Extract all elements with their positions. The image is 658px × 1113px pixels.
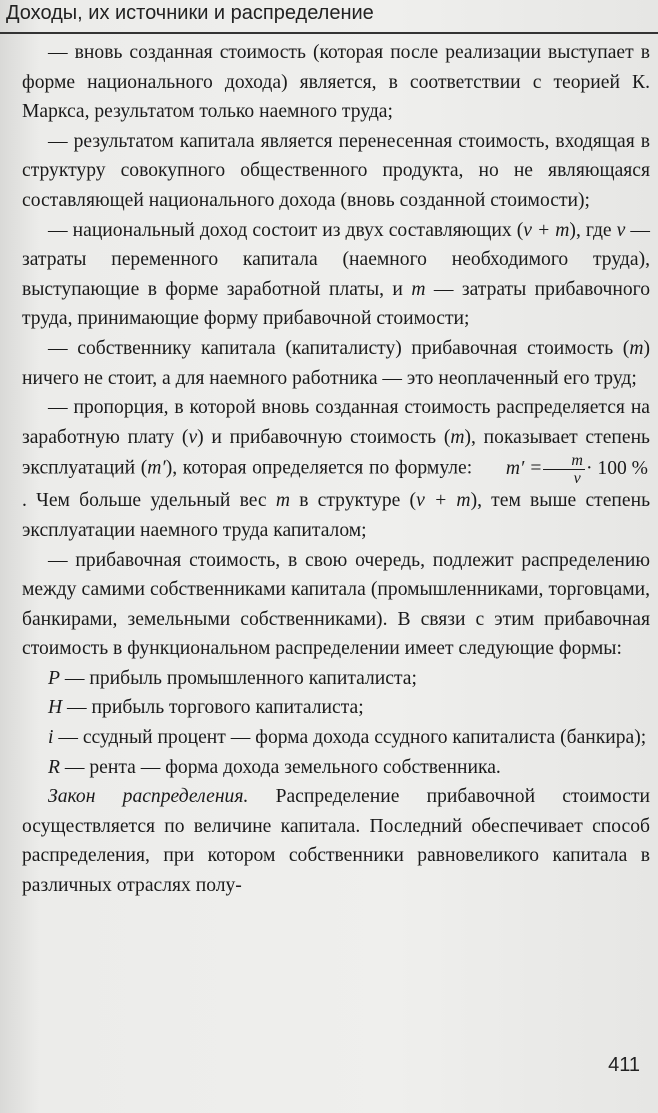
form-text-h: — прибыль торгового капиталиста; xyxy=(62,697,364,719)
p5-text-b: ) и прибавочную стоимость ( xyxy=(197,426,451,448)
p3-vm-expr: v + m xyxy=(523,219,570,241)
p3-text-b: ), где xyxy=(569,219,617,241)
p5-var-m2: m xyxy=(275,490,290,512)
form-profit-trade xyxy=(22,693,650,723)
form-loan-interest xyxy=(22,723,650,753)
p4-text-b: ) ничего не стоит, а для наемного работника — это неоплаченный его труд; xyxy=(22,337,650,389)
p5-var-m: m xyxy=(450,426,465,448)
form-text-p: — прибыль промышленного капиталиста; xyxy=(59,667,417,689)
p5-text-a: — пропорция, в которой вновь созданная стоимость распределяется на заработную плату ( xyxy=(22,397,650,448)
p4-var-m: m xyxy=(629,337,644,359)
form-rent xyxy=(22,753,650,783)
form-text-i: — ссудный процент — форма дохода ссудного капиталиста (банкира); xyxy=(53,727,647,749)
formula-lhs: m′ = xyxy=(505,458,543,480)
p3-var-v: v xyxy=(616,219,626,241)
distribution-law-term: Закон распределения. xyxy=(48,786,249,808)
formula-fraction xyxy=(543,452,585,487)
p3-text-d: — затраты прибавочного труда, принимающие форму прибавочной стоимости; xyxy=(22,278,650,330)
paragraph-3 xyxy=(22,216,650,334)
form-symbol-r: R xyxy=(48,756,60,778)
form-text-r: — рента — форма дохода земельного собственника. xyxy=(59,756,501,778)
p5-text-f: в структуре ( xyxy=(290,490,417,512)
paragraph-5 xyxy=(22,393,650,545)
p3-var-m: m xyxy=(411,278,426,300)
running-head-title: Доходы, их источники и распределение xyxy=(6,2,374,24)
p5-text-c: ), показывает степень эксплуатаций ( xyxy=(22,426,650,479)
p4-text-a: — собственнику капитала (капиталисту) прибавочная стоимость ( xyxy=(48,337,630,359)
form-profit-industrial xyxy=(22,664,650,694)
form-symbol-p: P xyxy=(48,667,60,689)
p5-vm-expr: v + m xyxy=(416,490,471,512)
page-number: 411 xyxy=(608,1054,640,1076)
p3-text-a: — национальный доход состоит из двух составляющих ( xyxy=(48,219,524,241)
paragraph-4 xyxy=(22,334,650,393)
p5-text-d: ), которая определяется по формуле: xyxy=(165,457,478,479)
p3-text-c: — затраты переменного капитала (наемного необходимого труда), выступающие в форме заработной платы, и xyxy=(22,219,650,300)
p5-var-v: v xyxy=(188,426,198,448)
formula-rhs: · 100 % xyxy=(585,458,649,480)
form-symbol-h: Н xyxy=(48,697,63,719)
p7-text: Распределение прибавочной стоимости осуществляется по величине капитала. Последний обеспечивает способ распределения, при котором собственники равновеликого капитала в различных отраслях полу- xyxy=(22,786,650,897)
formula-numerator: m xyxy=(543,452,585,470)
form-symbol-i: i xyxy=(48,727,54,749)
paragraph-7 xyxy=(22,782,650,900)
paragraph-6: — прибавочная стоимость, в свою очередь, подлежит распределению между самими собственниками капитала (промышленниками, торговцами, банкирами, земельными собственниками). В связи с этим прибавочная стоимость в функциональном распределении имеет следующие формы: xyxy=(22,549,650,660)
p5-var-mprime: m′ xyxy=(147,457,166,479)
exploitation-formula xyxy=(480,452,648,486)
body-text xyxy=(22,38,650,901)
p5-text-e: . Чем больше удельный вес xyxy=(22,490,276,512)
header-rule xyxy=(0,32,658,34)
paragraph-2: — результатом капитала является перенесенная стоимость, входящая в структуру совокупного общественного продукта, но не являющаяся составляющей национального дохода (вновь созданной стоимости); xyxy=(22,130,650,211)
formula-denominator: v xyxy=(573,470,581,488)
p5-text-g: ), тем выше степень эксплуатации наемного труда капиталом; xyxy=(22,490,651,541)
paragraph-1: — вновь созданная стоимость (которая после реализации выступает в форме национального дохода) является, в соответствии с теорией К. Маркса, результатом только наемного труда; xyxy=(22,42,650,123)
